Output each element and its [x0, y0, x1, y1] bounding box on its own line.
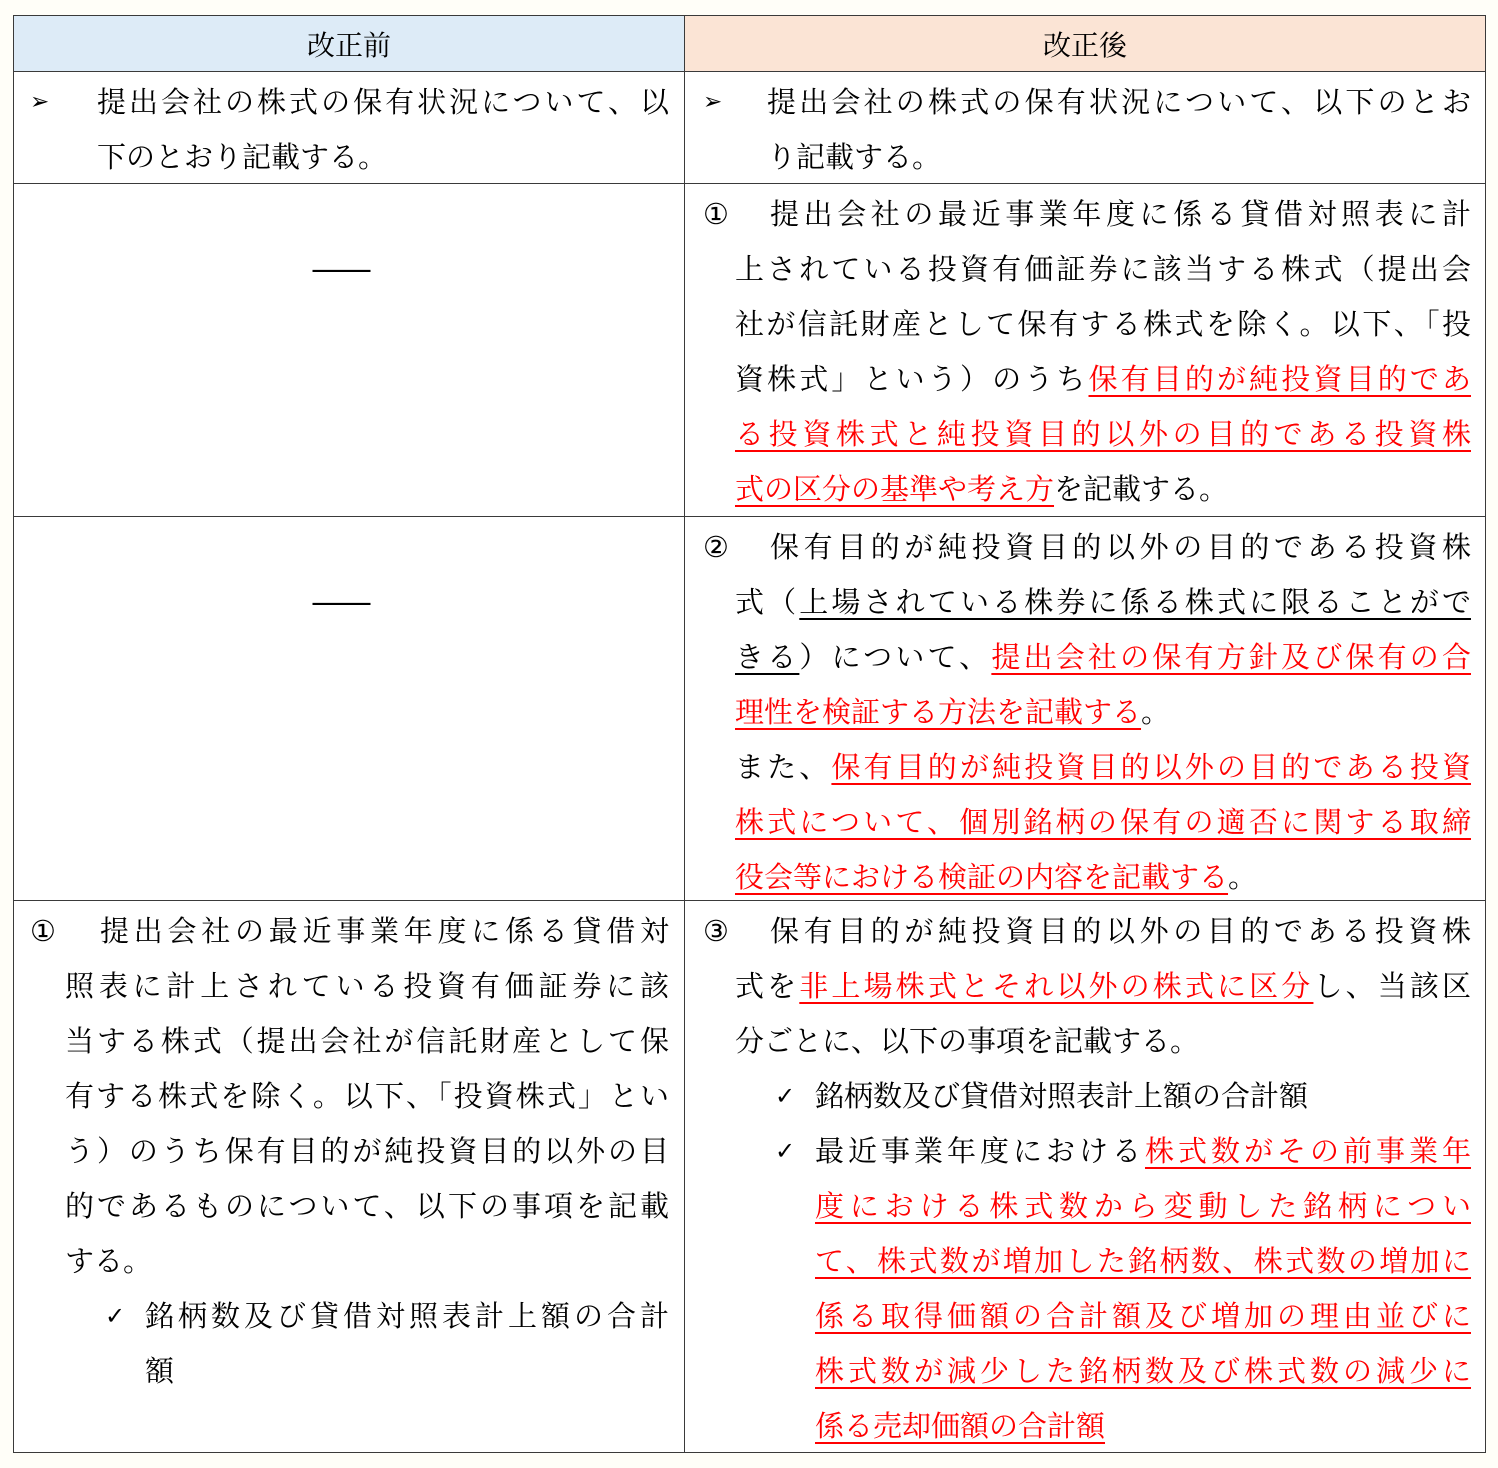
text-segment: 有する株式を除く。以下、「投資株式」とい: [65, 1079, 669, 1113]
numbered-paragraph: [685, 187, 1471, 517]
row-2-before-cell: [14, 184, 685, 517]
underlined-text: きる: [735, 640, 800, 674]
revised-text-highlight: て、株式数が増加した銘柄数、株式数の増加に: [815, 1244, 1471, 1278]
item-number: ①: [703, 197, 729, 231]
row-3-before-cell: [14, 517, 685, 901]
revised-text-highlight: 株式数がその前事業年: [1144, 1134, 1471, 1168]
no-entry-dash: ――: [312, 585, 371, 619]
text-segment: り記載する。: [767, 140, 942, 174]
text-line: [767, 130, 1471, 184]
header-before-cell: [14, 16, 685, 72]
check-item: [685, 1069, 1471, 1124]
text-line: [735, 520, 1471, 575]
text-segment: 照表に計上されている投資有価証券に該: [65, 969, 669, 1003]
text-segment: 提出会社の株式の保有状況について、以: [97, 85, 669, 119]
text-segment: する。: [65, 1244, 153, 1278]
row-4-before-cell: [14, 901, 685, 1453]
numbered-paragraph: [685, 904, 1471, 1069]
text-line: [815, 1124, 1471, 1179]
text-line: [65, 959, 669, 1014]
no-entry-dash: ――: [312, 252, 371, 286]
text-segment: し、当該区: [1313, 969, 1471, 1003]
revised-text-highlight: 係る売却価額の合計額: [815, 1409, 1106, 1443]
text-line: [735, 904, 1471, 959]
text-segment: を記載する。: [1054, 472, 1229, 506]
check-item: [685, 1124, 1471, 1453]
text-line: [65, 1069, 669, 1124]
text-line: [735, 352, 1471, 407]
text-line: [815, 1399, 1471, 1453]
text-line: [145, 1344, 669, 1399]
revised-text-highlight: 保有目的が純投資目的以外の目的である投資: [831, 750, 1471, 784]
text-segment: 下のとおり記載する。: [97, 140, 388, 174]
row-2-after-cell: [685, 184, 1486, 517]
text-line: [815, 1289, 1471, 1344]
revised-text-highlight: 役会等における検証の内容を記載する: [735, 860, 1229, 894]
text-segment: 提出会社の株式の保有状況について、以下のとお: [767, 85, 1471, 119]
revised-text-highlight: 理性を検証する方法を記載する: [735, 695, 1142, 729]
text-line: [735, 795, 1471, 850]
text-segment: 上されている投資有価証券に該当する株式（提出会: [735, 252, 1471, 286]
text-segment: う）のうち保有目的が純投資目的以外の目: [65, 1134, 669, 1168]
row-3-after-cell: [685, 517, 1486, 901]
header-before-label: 改正前: [306, 28, 391, 62]
text-segment: ）について、: [799, 640, 992, 674]
numbered-paragraph: [685, 520, 1471, 901]
row-1-after-cell: [685, 72, 1486, 184]
list-item: [14, 75, 669, 184]
text-line: [65, 1179, 669, 1234]
text-line: [97, 75, 669, 130]
checkmark-icon: ✓: [775, 1137, 796, 1165]
header-after-cell: [685, 16, 1486, 72]
row-1-before-cell: [14, 72, 685, 184]
text-segment: 分ごとに、以下の事項を記載する。: [735, 1024, 1200, 1058]
list-item: [685, 75, 1471, 184]
checkmark-icon: ✓: [775, 1082, 796, 1110]
text-segment: 社が信託財産として保有する株式を除く。以下、「投: [735, 307, 1471, 341]
underlined-text: 上場されている株券に係る株式に限ることがで: [799, 585, 1471, 619]
text-segment: 保有目的が純投資目的以外の目的である投資株: [770, 914, 1471, 948]
revised-text-highlight: 株式数が減少した銘柄数及び株式数の減少に: [815, 1354, 1471, 1388]
text-line: [65, 904, 669, 959]
text-line: [735, 575, 1471, 630]
text-segment: 。: [1141, 695, 1171, 729]
comparison-table: [13, 15, 1486, 1453]
text-line: [767, 75, 1471, 130]
text-line: [65, 1014, 669, 1069]
text-line: [145, 1289, 669, 1344]
revised-text-highlight: 非上場株式とそれ以外の株式に区分: [799, 969, 1314, 1003]
revised-text-highlight: 式の区分の基準や考え方: [735, 472, 1055, 506]
text-line: [65, 1234, 669, 1289]
revised-text-highlight: 度における株式数から変動した銘柄につい: [815, 1189, 1471, 1223]
checkmark-icon: ✓: [105, 1302, 126, 1330]
revised-text-highlight: 提出会社の保有方針及び保有の合: [991, 640, 1471, 674]
text-line: [735, 462, 1471, 517]
item-number: ③: [703, 914, 729, 948]
text-segment: 銘柄数及び貸借対照表計上額の合計: [145, 1299, 669, 1333]
revised-text-highlight: る投資株式と純投資目的以外の目的である投資株: [735, 417, 1471, 451]
text-line: [735, 959, 1471, 1014]
arrow-bullet-icon: ➢: [30, 89, 50, 115]
text-segment: 額: [145, 1354, 175, 1388]
check-item: [14, 1289, 669, 1399]
text-line: [735, 1014, 1471, 1069]
text-segment: 当する株式（提出会社が信託財産として保: [65, 1024, 669, 1058]
text-line: [735, 242, 1471, 297]
text-segment: 的であるものについて、以下の事項を記載: [65, 1189, 669, 1223]
item-number: ①: [30, 914, 56, 948]
text-line: [735, 187, 1471, 242]
text-line: [735, 297, 1471, 352]
text-segment: 銘柄数及び貸借対照表計上額の合計額: [815, 1079, 1309, 1113]
text-line: [65, 1124, 669, 1179]
text-segment: 式（: [735, 585, 800, 619]
text-line: [97, 130, 669, 184]
text-segment: 提出会社の最近事業年度に係る貸借対: [100, 914, 669, 948]
revised-text-highlight: 係る取得価額の合計額及び増加の理由並びに: [815, 1299, 1471, 1333]
text-line: [815, 1179, 1471, 1234]
text-line: [735, 630, 1471, 685]
text-segment: また、: [735, 750, 832, 784]
header-after-label: 改正後: [1042, 28, 1127, 62]
row-4-after-cell: [685, 901, 1486, 1453]
text-segment: 式を: [735, 969, 800, 1003]
item-number: ②: [703, 530, 729, 564]
text-segment: 提出会社の最近事業年度に係る貸借対照表に計: [770, 197, 1471, 231]
text-line: [735, 850, 1471, 901]
text-segment: 保有目的が純投資目的以外の目的である投資株: [770, 530, 1471, 564]
text-line: [735, 407, 1471, 462]
revised-text-highlight: 保有目的が純投資目的であ: [1088, 362, 1471, 396]
text-line: [735, 685, 1471, 740]
text-line: [815, 1069, 1471, 1124]
text-segment: 。: [1228, 860, 1258, 894]
text-line: [735, 740, 1471, 795]
text-segment: 資株式」という）のうち: [735, 362, 1089, 396]
text-line: [815, 1344, 1471, 1399]
text-line: [815, 1234, 1471, 1289]
numbered-paragraph: [14, 904, 669, 1289]
text-segment: 最近事業年度における: [815, 1134, 1145, 1168]
revised-text-highlight: 株式について、個別銘柄の保有の適否に関する取締: [735, 805, 1471, 839]
arrow-bullet-icon: ➢: [703, 89, 723, 115]
